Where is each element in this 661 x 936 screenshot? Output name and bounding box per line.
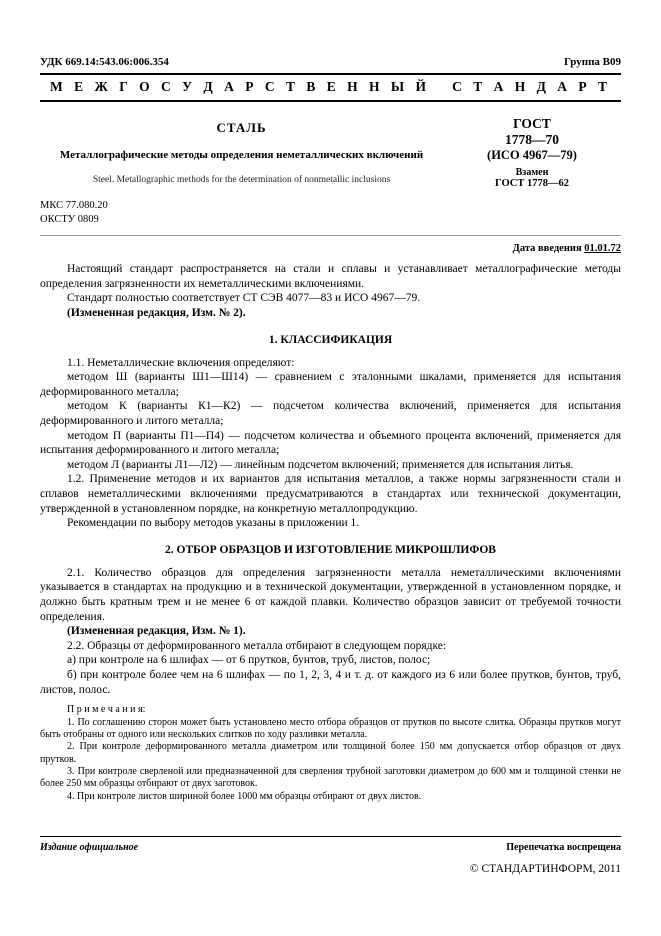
divider [40, 235, 621, 236]
copyright-notice: © СТАНДАРТИНФОРМ, 2011 [469, 863, 621, 875]
note-item: 1. По соглашению сторон может быть установлено место отбора образцов от прутков по высоте слитка. Образцы прутков могут быть отобраны от одного или нескольких слитков по ходу разливки металла. [40, 716, 621, 740]
note-item: 2. При контроле деформированного металла диаметром или толщиной более 150 мм допускается отбор образцов от двух прутков. [40, 741, 621, 765]
section-1-paragraph: методом П (варианты П1—П4) — подсчетом количества и объемного процента включений, применяется для испытания деформированного и литого металла; [40, 429, 621, 457]
section-2-paragraph: а) при контроле на 6 шлифах — от 6 прутков, бунтов, труб, листов, полос; [67, 654, 431, 667]
group-code: Группа В09 [563, 56, 621, 68]
date-value: 01.01.72 [584, 243, 621, 255]
document-title: СТАЛЬ [216, 120, 267, 135]
reprint-note: Перепечатка воспрещена [506, 842, 621, 853]
header-row [40, 56, 621, 68]
introduction-date [40, 243, 621, 254]
gost-label: ГОСТ [513, 116, 551, 131]
document-subtitle-en: Steel. Metallographic methods for the determination of nonmetallic inclusions [92, 175, 391, 185]
gost-number-block [443, 114, 621, 189]
section-1-paragraph: методом Ш (варианты Ш1—Ш14) — сравнением с эталонными шкалами, применяется для испытания деформированного металла; [40, 371, 621, 398]
okstu-code: ОКСТУ 0809 [40, 213, 99, 225]
replaces-number: ГОСТ 1778—62 [495, 178, 569, 189]
section-2-heading: 2. ОТБОР ОБРАЗЦОВ И ИЗГОТОВЛЕНИЕ МИКРОШЛИФОВ [165, 543, 496, 556]
iso-number: (ИСО 4967—79) [487, 148, 577, 163]
section-1-paragraph: 1.1. Неметаллические включения определяют: [67, 356, 295, 369]
mks-code: МКС 77.080.20 [40, 200, 108, 211]
section-2-paragraph: 2.1. Количество образцов для определения загрязненности металла неметаллическими включениями указывается в стандартах на продукцию и в технической документации, утвержденной в установленном порядке, и должно быть кратным трем и не менее 6 от каждой плавки. Количество образцов зависит от требуемой точности определения. [40, 566, 621, 623]
classification-codes [40, 199, 621, 226]
section-1-paragraph: 1.2. Применение методов и их вариантов для испытания металлов, а также нормы загрязненности стали и сплавов неметаллическими включениями предусматриваются в стандартах или технической документации, утвержденной в установленном порядке, на конкретную металлопродукцию. [40, 473, 621, 515]
intro-amendment-note: (Измененная редакция, Изм. № 2). [67, 307, 246, 320]
edition-note: Издание официальное [40, 842, 139, 853]
page-footer [40, 836, 621, 875]
title-block [40, 114, 621, 189]
document-body [40, 262, 621, 803]
divider [40, 836, 621, 837]
note-item: 4. При контроле листов шириной более 1000 мм образцы отбирают от двух листов. [67, 790, 422, 802]
section-1-heading: 1. КЛАССИФИКАЦИЯ [268, 333, 393, 346]
standard-type-banner: М Е Ж Г О С У Д А Р С Т В Е Н Н Ы Й С Т А Н Д А Р Т [49, 79, 612, 94]
date-label: Дата введения [512, 243, 585, 255]
section-1-paragraph: Рекомендации по выбору методов указаны в приложении 1. [67, 517, 360, 530]
notes-label: П р и м е ч а н и я: [67, 704, 146, 716]
gost-number: 1778—70 [505, 132, 559, 148]
section-2-paragraph: 2.2. Образцы от деформированного металла отбирают в следующем порядке: [67, 639, 447, 652]
intro-paragraph: Настоящий стандарт распространяется на стали и сплавы и устанавливает металлографические методы определения загрязненности их неметаллическими включениями. [40, 263, 621, 290]
section-2-amendment-note: (Измененная редакция, Изм. № 1). [67, 625, 246, 638]
divider [40, 100, 621, 102]
document-subtitle: Металлографические методы определения неметаллических включений [59, 149, 424, 161]
udk-code: УДК 669.14:543.06:006.354 [40, 56, 169, 68]
intro-paragraph: Стандарт полностью соответствует СТ СЭВ 4077—83 и ИСО 4967—79. [67, 292, 421, 305]
footer-row [40, 842, 621, 853]
section-2-paragraph: б) при контроле более чем на 6 шлифах — по 1, 2, 3, 4 и т. д. от каждого из 6 или более прутков, бунтов, труб, листов, полос. [40, 668, 621, 696]
title-left-column [40, 114, 443, 189]
replaces-label: Взамен [515, 167, 549, 178]
section-1-paragraph: методом Л (варианты Л1—Л2) — линейным подсчетом включений; применяется для испытания литья. [67, 458, 574, 471]
note-item: 3. При контроле сверленой или предназначенной для сверления трубной заготовки диаметром до 600 мм и толщиной стенки не более 250 мм образцы отбирают от двух заготовок. [40, 766, 621, 790]
section-1-paragraph: методом К (варианты К1—К2) — подсчетом количества включений, применяется для испытания деформированного и литого металла; [40, 400, 621, 428]
notes-block [40, 704, 621, 803]
